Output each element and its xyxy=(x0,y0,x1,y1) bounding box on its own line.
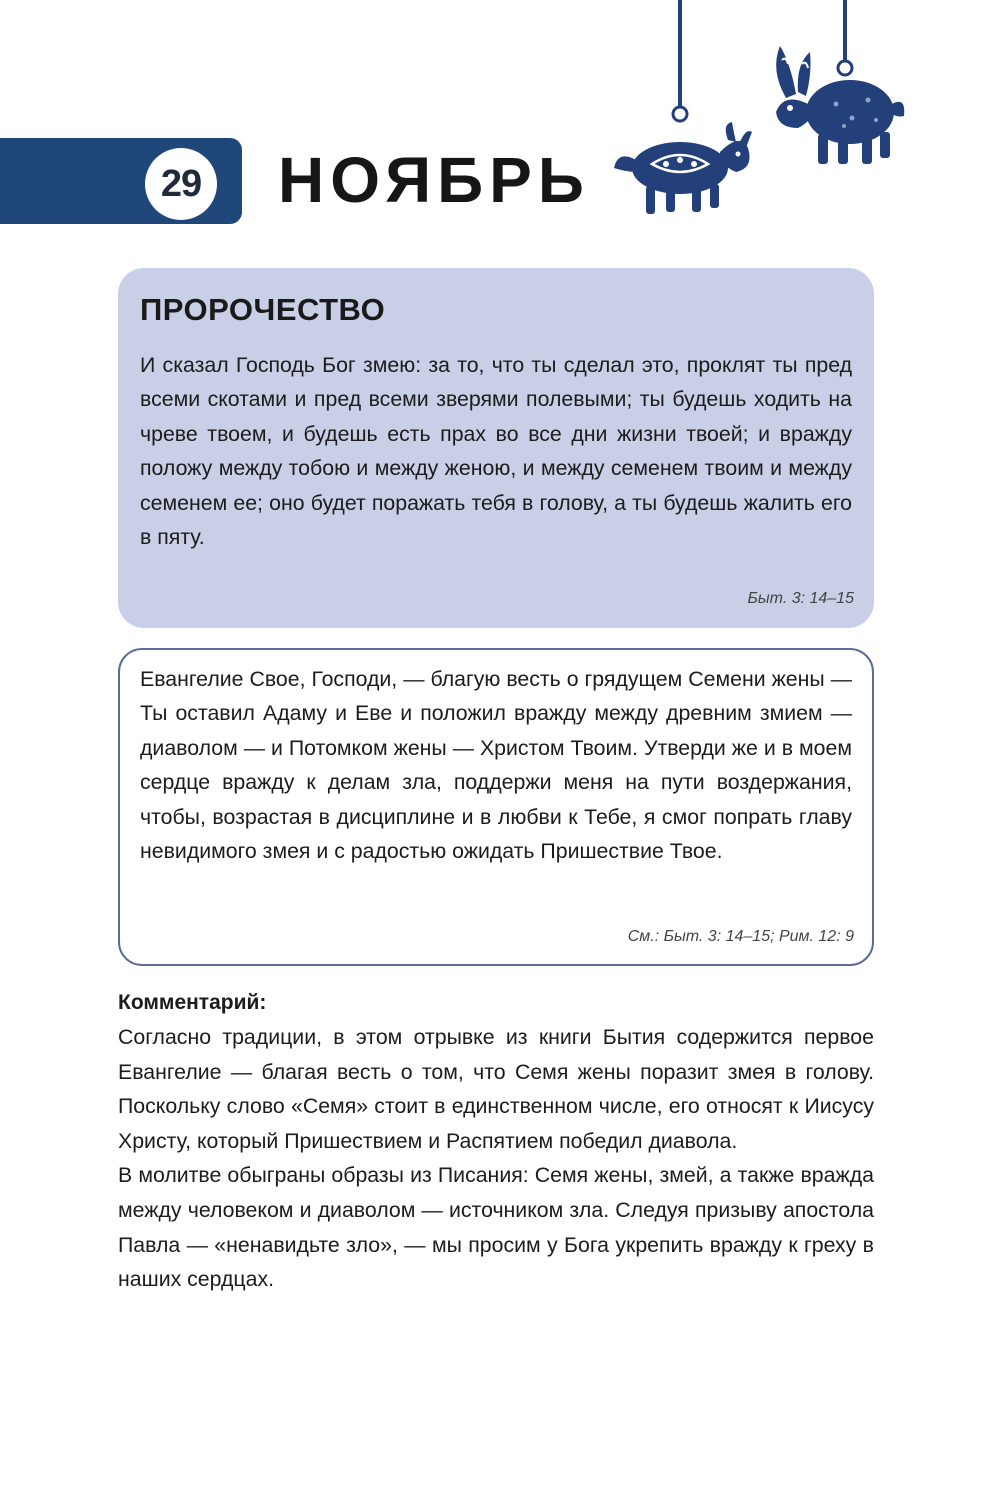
prophecy-reference: Быт. 3: 14–15 xyxy=(747,590,854,607)
day-number: 29 xyxy=(145,148,217,220)
month-title: НОЯБРЬ xyxy=(278,144,590,216)
commentary-paragraph: Согласно традиции, в этом отрывке из книги Бытия содержится первое Евангелие — благая весть о том, что Семя жены поразит змея в голову. Поскольку слово «Семя» стоит в единственном числе, его относят к Иисусу Христу, который Пришествием и Распятием победил диавола. xyxy=(118,1025,874,1153)
prophecy-box xyxy=(118,268,874,628)
commentary-section xyxy=(118,988,874,1297)
hanging-goat-ornaments-icon xyxy=(600,0,910,230)
prayer-box xyxy=(118,648,874,966)
prophecy-text: И сказал Господь Бог змею: за то, что ты сделал это, проклят ты пред всеми скотами и пред всеми зверями полевыми; ты будешь ходить на чреве твоем, и будешь есть прах во все дни жизни твоей; и вражду положу между тобою и между женою, и между семенем твоим и между семенем ее; оно будет поражать тебя в голову, а ты будешь жалить его в пяту. xyxy=(140,353,852,550)
prophecy-title: ПРОРОЧЕСТВО xyxy=(140,292,386,327)
prayer-reference: См.: Быт. 3: 14–15; Рим. 12: 9 xyxy=(627,928,854,945)
commentary-heading: Комментарий: xyxy=(118,991,267,1014)
prayer-text: Евангелие Свое, Господи, — благую весть о грядущем Семени жены — Ты оставил Адаму и Еве и положил вражду между древним змием — диаволом — и Потомком жены — Христом Твоим. Утверди же и в моем сердце вражду к делам зла, поддержи меня на пути воздержания, чтобы, возрастая в дисциплине и в любви к Тебе, я смог попрать главу невидимого змея и с радостью ожидать Пришествие Твое. xyxy=(140,667,852,864)
commentary-paragraph: В молитве обыграны образы из Писания: Семя жены, змей, а также вражда между человеком и диаволом — источником зла. Следуя призыву апостола Павла — «ненавидьте зло», — мы просим у Бога укрепить вражду к греху в наших сердцах. xyxy=(118,1163,874,1292)
